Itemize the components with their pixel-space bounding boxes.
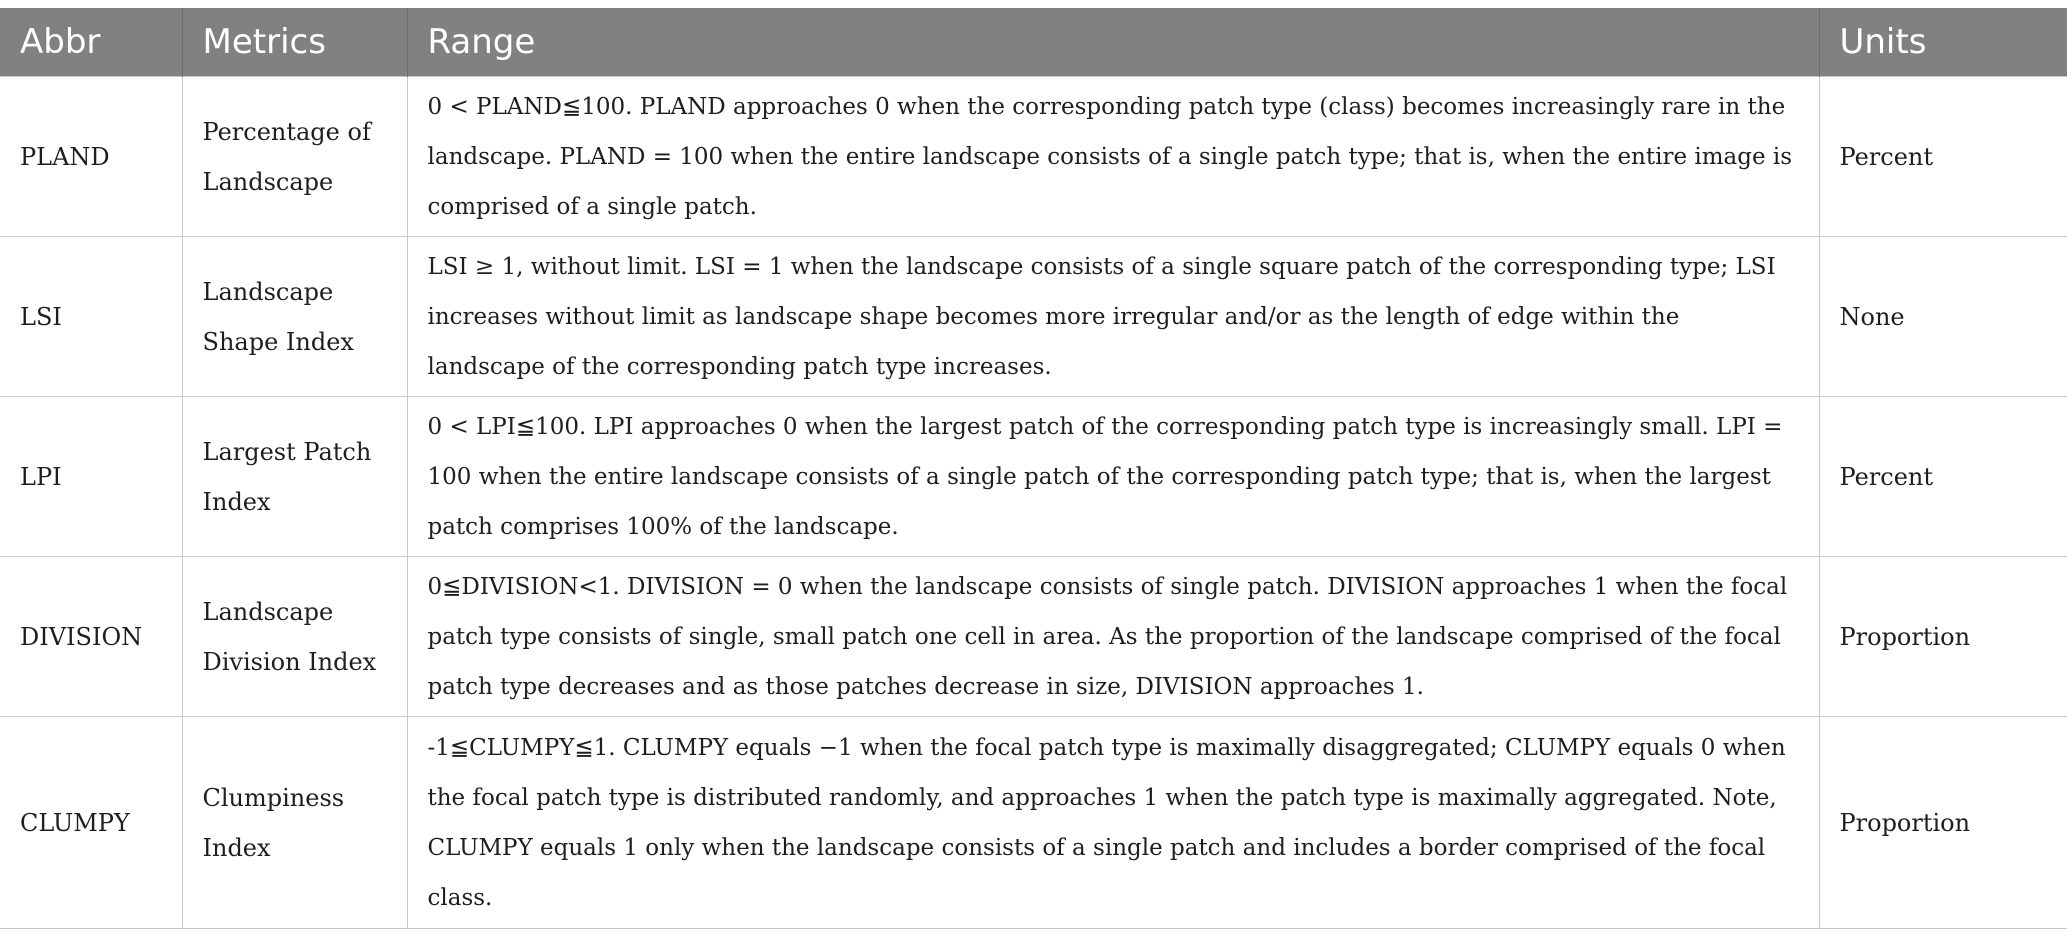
cell-range: -1≦CLUMPY≦1. CLUMPY equals −1 when the focal patch type is maximally disaggregated; CLUMPY equals 0 when the focal patch type is distributed randomly, and approaches 1 when the patch type is maximally aggregated. Note, CLUMPY equals 1 only when the landscape consists of a single patch and includes a border comprised of the focal class. [407,717,1819,929]
metrics-table [0,8,2067,929]
cell-range: LSI ≥ 1, without limit. LSI = 1 when the landscape consists of a single square patch of the corresponding type; LSI increases without limit as landscape shape becomes more irregular and/or as the length of edge within the landscape of the corresponding patch type increases. [407,237,1819,397]
cell-units: Proportion [1819,717,2067,929]
cell-range: 0 < PLAND≦100. PLAND approaches 0 when the corresponding patch type (class) becomes increasingly rare in the landscape. PLAND = 100 when the entire landscape consists of a single patch type; that is, when the entire image is comprised of a single patch. [407,77,1819,237]
cell-metric: Landscape Division Index [182,557,407,717]
header-abbr: Abbr [0,8,182,77]
cell-metric: Percentage of Landscape [182,77,407,237]
cell-units: Proportion [1819,557,2067,717]
cell-abbr: LPI [0,397,182,557]
table-row [0,237,2067,397]
table-header-row [0,8,2067,77]
table-row [0,557,2067,717]
table-row [0,717,2067,929]
cell-abbr: CLUMPY [0,717,182,929]
cell-abbr: LSI [0,237,182,397]
cell-metric: Clumpiness Index [182,717,407,929]
cell-units: Percent [1819,397,2067,557]
header-range: Range [407,8,1819,77]
cell-range: 0 < LPI≦100. LPI approaches 0 when the largest patch of the corresponding patch type is increasingly small. LPI = 100 when the entire landscape consists of a single patch of the corresponding patch type; that is, when the largest patch comprises 100% of the landscape. [407,397,1819,557]
table-row [0,397,2067,557]
table-row [0,77,2067,237]
cell-units: None [1819,237,2067,397]
cell-range: 0≦DIVISION<1. DIVISION = 0 when the landscape consists of single patch. DIVISION approaches 1 when the focal patch type consists of single, small patch one cell in area. As the proportion of the landscape comprised of the focal patch type decreases and as those patches decrease in size, DIVISION approaches 1. [407,557,1819,717]
header-units: Units [1819,8,2067,77]
cell-metric: Landscape Shape Index [182,237,407,397]
cell-units: Percent [1819,77,2067,237]
cell-abbr: PLAND [0,77,182,237]
cell-metric: Largest Patch Index [182,397,407,557]
cell-abbr: DIVISION [0,557,182,717]
header-metrics: Metrics [182,8,407,77]
